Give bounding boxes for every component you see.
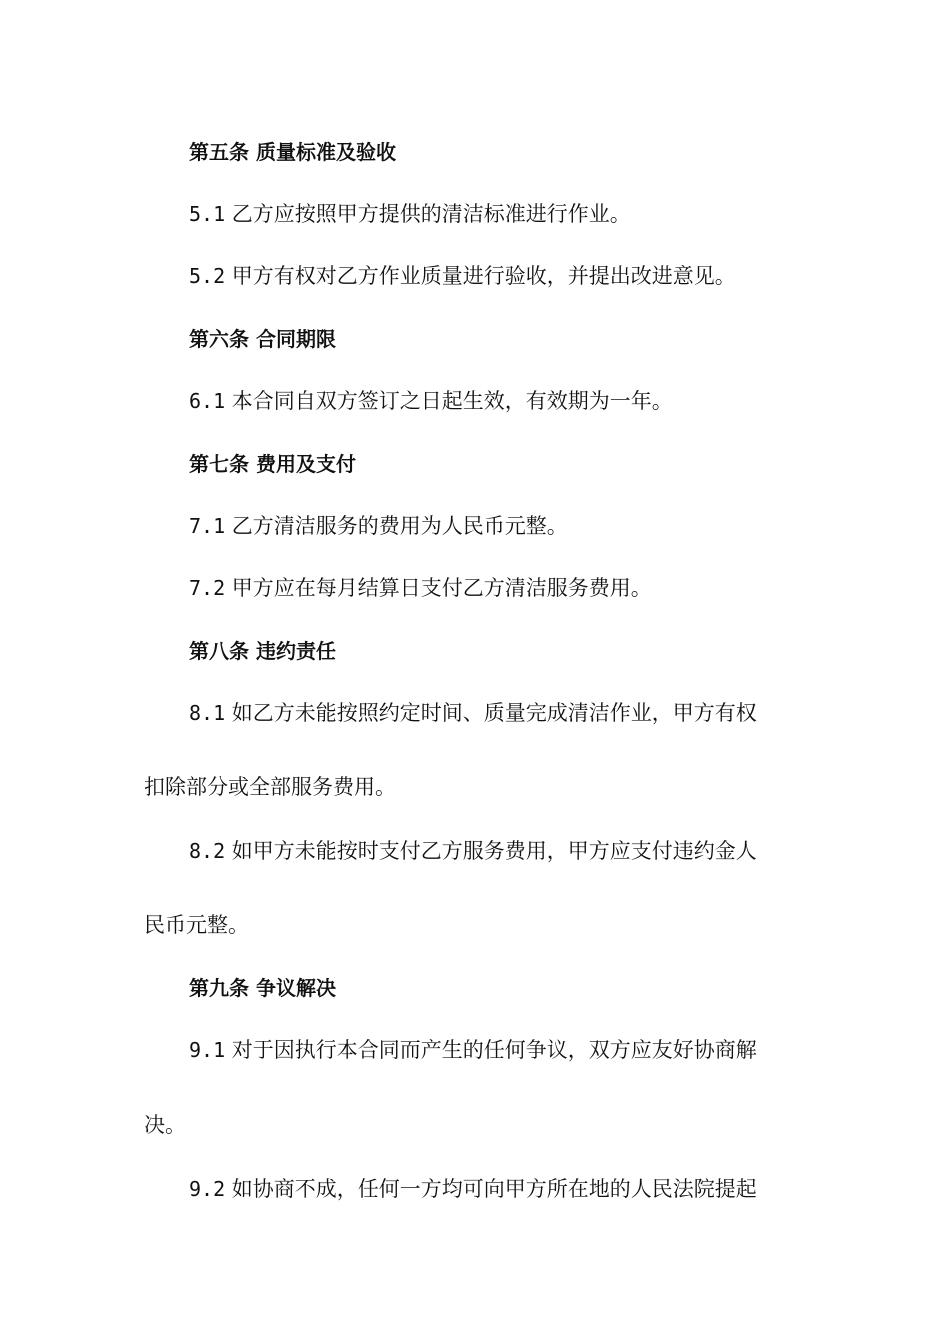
- clause-6-1: [0, 386, 950, 416]
- clause-number: 6.1: [189, 389, 226, 413]
- clause-5-2: [0, 261, 950, 291]
- clause-text: 如乙方未能按照约定时间、质量完成清洁作业，甲方有权: [225, 701, 757, 725]
- clause-number: 8.1: [189, 701, 226, 725]
- clause-text: 扣除部分或全部服务费用。: [144, 775, 396, 799]
- clause-text: 决。: [144, 1113, 186, 1137]
- clause-number: 9.1: [189, 1038, 226, 1062]
- clause-8-2: [0, 836, 950, 866]
- clause-text: 对于因执行本合同而产生的任何争议，双方应友好协商解: [225, 1038, 757, 1062]
- clause-8-1-continued: [0, 772, 950, 802]
- clause-text: 乙方清洁服务的费用为人民币元整。: [225, 514, 568, 538]
- clause-number: 5.2: [189, 264, 226, 288]
- clause-9-1-continued: [0, 1110, 950, 1140]
- clause-text: 乙方应按照甲方提供的清洁标准进行作业。: [225, 202, 631, 226]
- section-heading-text: 第九条 争议解决: [189, 976, 336, 1000]
- section-heading-6: [0, 324, 950, 354]
- clause-9-1: [0, 1035, 950, 1065]
- clause-number: 7.1: [189, 514, 226, 538]
- clause-7-1: [0, 511, 950, 541]
- section-heading-9: [0, 973, 950, 1003]
- clause-text: 如甲方未能按时支付乙方服务费用，甲方应支付违约金人: [225, 839, 757, 863]
- clause-5-1: [0, 199, 950, 229]
- clause-number: 5.1: [189, 202, 226, 226]
- section-heading-text: 第八条 违约责任: [189, 639, 336, 663]
- section-heading-8: [0, 636, 950, 666]
- section-heading-5: [0, 137, 950, 167]
- clause-text: 甲方应在每月结算日支付乙方清洁服务费用。: [225, 576, 652, 600]
- clause-7-2: [0, 573, 950, 603]
- clause-8-2-continued: [0, 910, 950, 940]
- clause-text: 民币元整。: [144, 913, 249, 937]
- clause-9-2: [0, 1174, 950, 1204]
- section-heading-7: [0, 449, 950, 479]
- section-heading-text: 第七条 费用及支付: [189, 452, 356, 476]
- clause-8-1: [0, 698, 950, 728]
- clause-text: 本合同自双方签订之日起生效，有效期为一年。: [225, 389, 673, 413]
- clause-number: 9.2: [189, 1177, 226, 1201]
- clause-text: 如协商不成，任何一方均可向甲方所在地的人民法院提起: [225, 1177, 757, 1201]
- clause-number: 8.2: [189, 839, 226, 863]
- clause-number: 7.2: [189, 576, 226, 600]
- section-heading-text: 第五条 质量标准及验收: [189, 140, 396, 164]
- section-heading-text: 第六条 合同期限: [189, 327, 336, 351]
- clause-text: 甲方有权对乙方作业质量进行验收，并提出改进意见。: [225, 264, 736, 288]
